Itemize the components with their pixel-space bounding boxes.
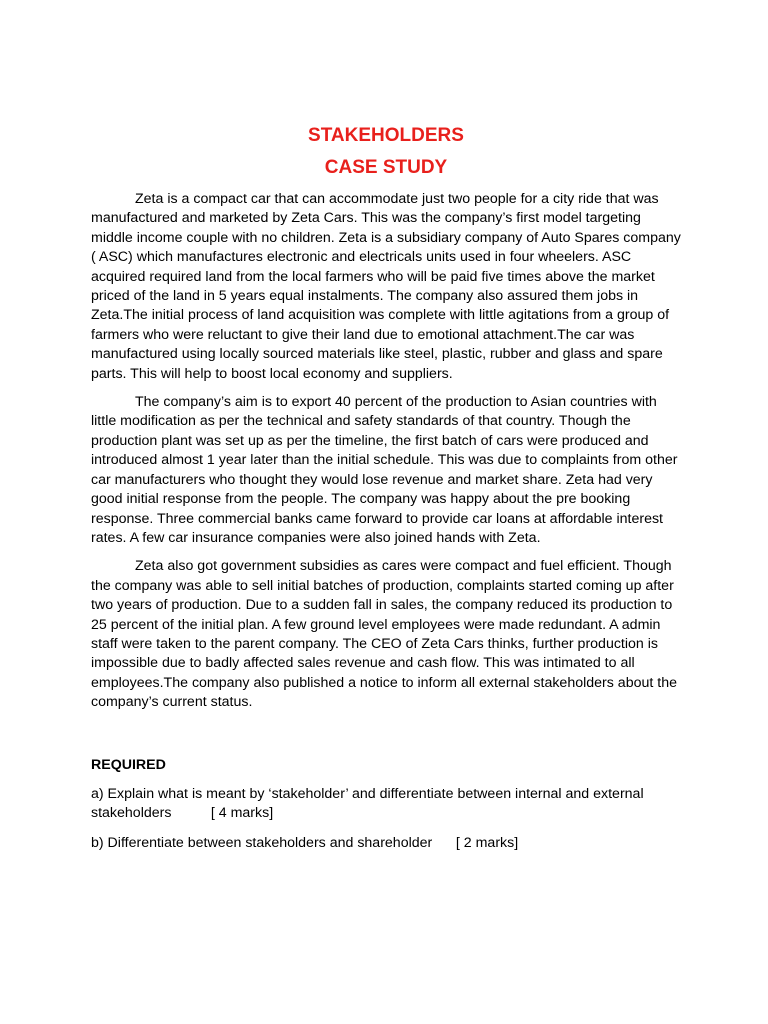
body-paragraph-2: The company’s aim is to export 40 percent of the production to Asian countries with little modification as per the technical and safety standards of that country. Though the production plant was set up as per the timeline, the first batch of cars were produced and introduced almost 1 year later than the initial schedule. This was due to complaints from other car manufacturers who thought they would lose revenue and market share. Zeta had very good initial response from the people. The company was happy about the pre booking response. Three commercial banks came forward to provide car loans at affordable interest rates. A few car insurance companies were also joined hands with Zeta.: [91, 394, 678, 546]
required-heading: REQUIRED: [91, 756, 166, 773]
question-a: a) Explain what is meant by ‘stakeholder’ and differentiate between internal and external stakeholders [ 4 marks]: [91, 785, 648, 822]
body-paragraph-3: Zeta also got government subsidies as cares were compact and fuel efficient. Though the company was able to sell initial batches of production, complaints started coming up after two years of production. Due to a sudden fall in sales, the company reduced its production to 25 percent of the initial plan. A few ground level employees were made redundant. A admin staff were taken to the parent company. The CEO of Zeta Cars thinks, further production is impossible due to badly affected sales revenue and cash flow. This was intimated to all employees.The company also published a notice to inform all external stakeholders about the company’s current status.: [91, 558, 677, 711]
body-paragraph-1: Zeta is a compact car that can accommodate just two people for a city ride that was manufactured and marketed by Zeta Cars. This was the company’s first model targeting middle income couple with no children. Zeta is a subsidiary company of Auto Spares company ( ASC) which manufactures electronic and electricals units used in four wheelers. ASC acquired required land from the local farmers who will be paid five times above the market priced of the land in 5 years equal instalments. The company also assured them jobs in Zeta.The initial process of land acquisition was complete with little agitations from a group of farmers who were reluctant to give their land due to emotional attachment.The car was manufactured using locally sourced materials like steel, plastic, rubber and glass and spare parts. This will help to boost local economy and suppliers.: [91, 191, 681, 382]
document-title: STAKEHOLDERS: [308, 125, 464, 146]
document-page: [91, 120, 681, 863]
section-spacer: [91, 722, 681, 756]
document-subtitle: CASE STUDY: [324, 157, 448, 178]
question-b: b) Differentiate between stakeholders and shareholder [ 2 marks]: [91, 834, 519, 851]
